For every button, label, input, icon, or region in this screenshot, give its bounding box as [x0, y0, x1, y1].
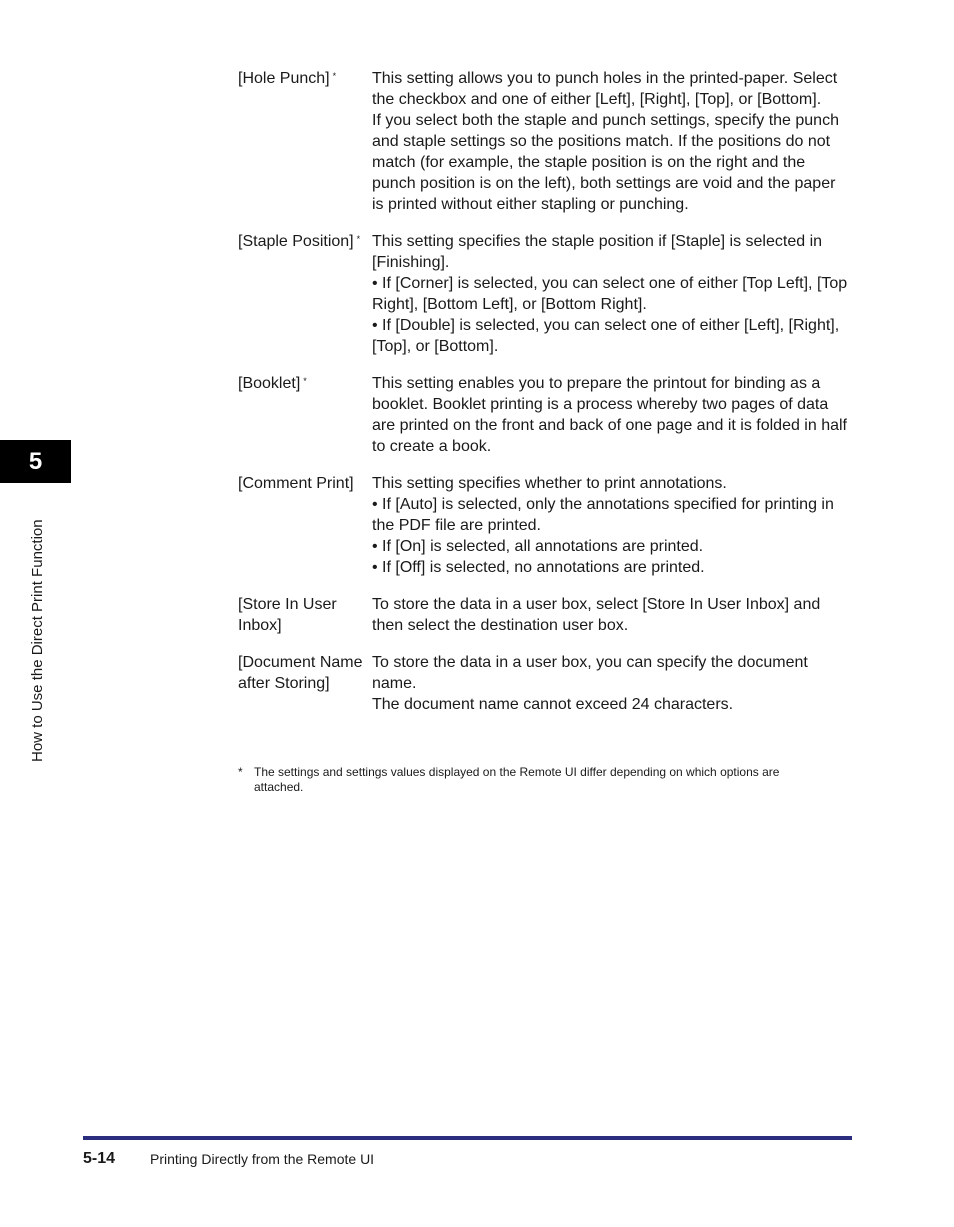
setting-description	[372, 68, 850, 215]
description-line: To store the data in a user box, select [Store In User Inbox] and then select the destination user box.	[372, 596, 821, 634]
setting-term: [Hole Punch]	[238, 70, 330, 87]
footnote-mark: *	[332, 71, 337, 81]
description-line: • If [Corner] is selected, you can select one of either [Top Left], [Top Right], [Bottom Left], or [Bottom Right].	[372, 275, 848, 313]
description-line: This setting enables you to prepare the printout for binding as a booklet. Booklet printing is a process whereby two pages of data are printed on the front and back of one page and it is folded in half to create a book.	[372, 375, 847, 455]
setting-row-hole-punch	[238, 68, 850, 215]
description-line: To store the data in a user box, you can specify the document name.	[372, 654, 808, 692]
setting-term: [Store In User Inbox]	[238, 596, 337, 634]
footer-title: Printing Directly from the Remote UI	[150, 1151, 375, 1167]
description-line: The document name cannot exceed 24 characters.	[372, 696, 734, 713]
description-line: • If [Double] is selected, you can select one of either [Left], [Right], [Top], or [Bottom].	[372, 317, 840, 355]
chapter-number: 5	[28, 447, 43, 475]
footer-rule	[83, 1136, 852, 1140]
setting-description	[372, 594, 850, 636]
description-line: • If [Off] is selected, no annotations are printed.	[372, 559, 705, 576]
description-line: This setting specifies whether to print annotations.	[372, 475, 727, 492]
settings-table	[238, 68, 850, 731]
chapter-tab	[0, 440, 71, 483]
description-line: • If [Auto] is selected, only the annotations specified for printing in the PDF file are printed.	[372, 496, 834, 534]
setting-description	[372, 652, 850, 715]
setting-term: [Booklet]	[238, 375, 301, 392]
setting-row-booklet	[238, 373, 850, 457]
footnote-asterisk: *	[238, 765, 243, 779]
footnote-mark: *	[303, 376, 307, 386]
page-number: 5-14	[83, 1150, 116, 1167]
footnote	[238, 765, 850, 795]
setting-row-staple-position	[238, 231, 850, 357]
setting-description	[372, 231, 850, 357]
setting-description	[372, 373, 850, 457]
description-line: • If [On] is selected, all annotations are printed.	[372, 538, 704, 555]
footnote-text-line-2: attached.	[254, 780, 304, 794]
description-line: If you select both the staple and punch settings, specify the punch and staple settings so the positions match. If the positions do not match (for example, the staple position is on the right and the punch position is on the left), both settings are void and the paper is printed without either stapling or punching.	[372, 112, 839, 213]
description-line: This setting specifies the staple position if [Staple] is selected in [Finishing].	[372, 233, 823, 271]
footnote-mark: *	[356, 234, 361, 244]
setting-term: [Comment Print]	[238, 475, 354, 492]
setting-row-document-name	[238, 652, 850, 715]
setting-term: [Document Name after Storing]	[238, 654, 363, 692]
setting-description	[372, 473, 850, 578]
chapter-side-title: How to Use the Direct Print Function	[29, 519, 46, 762]
setting-row-store-in-user-inbox	[238, 594, 850, 636]
setting-term: [Staple Position]	[238, 233, 354, 250]
footnote-text-line-1: The settings and settings values displayed on the Remote UI differ depending on which options are	[254, 765, 780, 779]
setting-row-comment-print	[238, 473, 850, 578]
description-line: This setting allows you to punch holes in the printed-paper. Select the checkbox and one of either [Left], [Right], [Top], or [Bottom].	[372, 70, 838, 108]
